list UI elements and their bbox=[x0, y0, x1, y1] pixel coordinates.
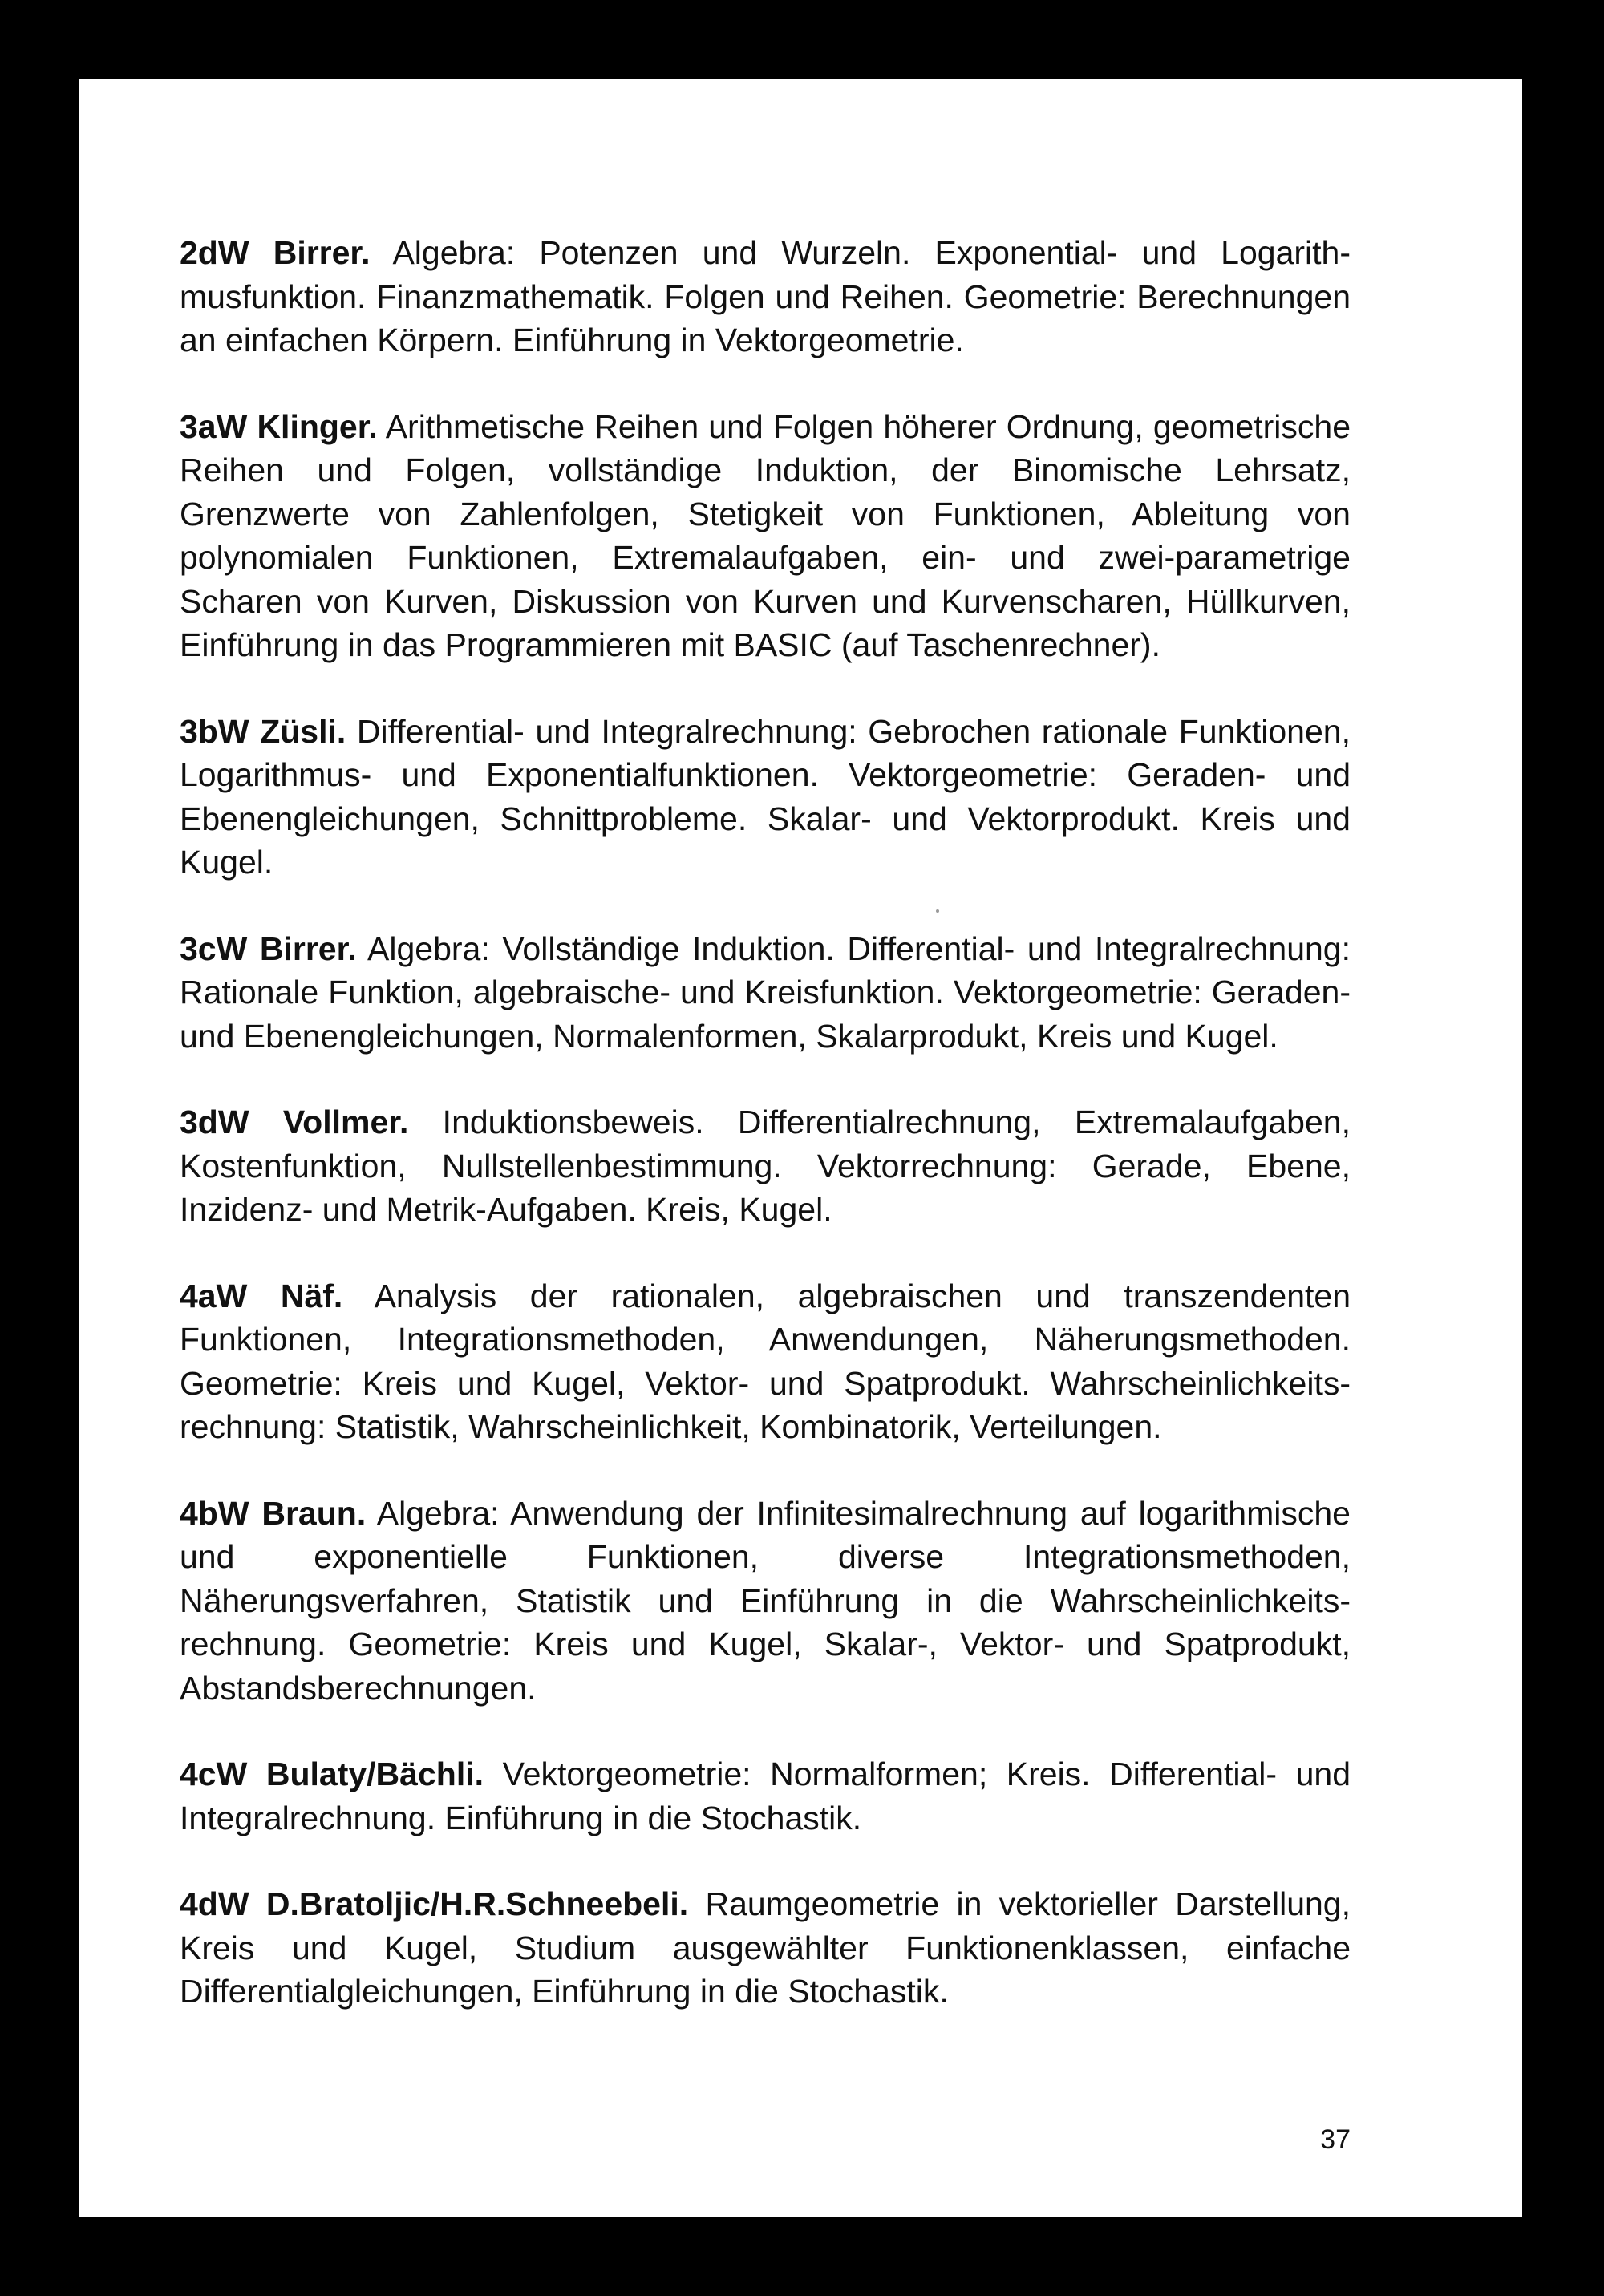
course-description: Differential- und Integralrechnung: Gebrochen rationale Funktionen, Logarithmus- und Exponentialfunktionen. Vektorgeometrie: Geraden- und Ebenengleichungen, Schnittprobleme. Skalar- und Vektorprodukt. Kreis und Kugel. bbox=[180, 712, 1351, 881]
course-entry bbox=[180, 927, 1351, 1059]
course-entry bbox=[180, 1274, 1351, 1449]
course-entry bbox=[180, 1100, 1351, 1232]
course-heading: 2dW Birrer. bbox=[180, 234, 371, 271]
course-entry bbox=[180, 1492, 1351, 1711]
course-heading: 3aW Klinger. bbox=[180, 407, 378, 445]
course-description: Induktionsbeweis. Differentialrechnung, Extremalaufgaben, Kostenfunktion, Nullstellenbestimmung. Vektorrechnung: Gerade, Ebene, Inzidenz- und Metrik-Aufgaben. Kreis, Kugel. bbox=[180, 1103, 1351, 1228]
course-heading: 4aW Näf. bbox=[180, 1277, 343, 1314]
course-description: Analysis der rationalen, algebraischen und transzendenten Funktionen, Integrationsmethoden, Anwendungen, Näherungsmethoden. Geometrie: Kreis und Kugel, Vektor- und Spatprodukt. Wahrscheinlichkeitsrechnung: Statistik, Wahrscheinlichkeit, Kombinatorik, Verteilungen. bbox=[180, 1277, 1351, 1445]
course-entry bbox=[180, 1752, 1351, 1840]
course-heading: 3dW Vollmer. bbox=[180, 1103, 409, 1140]
course-entry bbox=[180, 1882, 1351, 2014]
course-description: Vektorgeometrie: Normalformen; Kreis. Differential- und Integralrechnung. Einführung in die Stochastik. bbox=[180, 1755, 1351, 1836]
course-description: Algebra: Potenzen und Wurzeln. Exponential- und Logarithmusfunktion. Finanzmathematik. Folgen und Reihen. Geometrie: Berechnungen an einfachen Körpern. Einführung in Vektorgeometrie. bbox=[180, 234, 1351, 358]
course-description: Algebra: Anwendung der Infinitesimalrechnung auf logarithmische und exponentielle Funktionen, diverse Integrationsmethoden, Näherungsverfahren, Statistik und Einführung in die Wahrscheinlichkeitsrechnung. Geometrie: Kreis und Kugel, Skalar-, Vektor- und Spatprodukt, Abstandsberechnungen. bbox=[180, 1494, 1351, 1707]
course-description: Raumgeometrie in vektorieller Darstellung, Kreis und Kugel, Studium ausgewählter Funktionenklassen, einfache Differentialgleichungen, Einführung in die Stochastik. bbox=[180, 1885, 1351, 2010]
course-heading: 4bW Braun. bbox=[180, 1494, 367, 1532]
course-heading: 3bW Züsli. bbox=[180, 712, 346, 750]
page-number: 37 bbox=[1320, 2124, 1351, 2155]
course-heading: 4cW Bulaty/Bächli. bbox=[180, 1755, 484, 1792]
course-list bbox=[180, 231, 1351, 2014]
course-description: Arithmetische Reihen und Folgen höherer Ordnung, geometrische Reihen und Folgen, vollständige Induktion, der Binomische Lehrsatz, Grenzwerte von Zahlenfolgen, Stetigkeit von Funktionen, Ableitung von polynomialen Funktionen, Extremalaufgaben, ein- und zwei-parametrige Scharen von Kurven, Diskussion von Kurven und Kurvenscharen, Hüllkurven, Einführung in das Programmieren mit BASIC (auf Taschenrechner). bbox=[180, 407, 1351, 663]
course-entry bbox=[180, 710, 1351, 885]
document-page bbox=[79, 79, 1522, 2217]
course-heading: 4dW D.Bratoljic/H.R.Schneebeli. bbox=[180, 1885, 689, 1922]
course-description: Algebra: Vollständige Induktion. Differential- und Integralrechnung: Rationale Funktion, algebraische- und Kreisfunktion. Vektorgeometrie: Geraden- und Ebenengleichungen, Normalenformen, Skalarprodukt, Kreis und Kugel. bbox=[180, 929, 1351, 1055]
course-entry bbox=[180, 231, 1351, 362]
course-entry bbox=[180, 405, 1351, 667]
course-heading: 3cW Birrer. bbox=[180, 929, 357, 967]
